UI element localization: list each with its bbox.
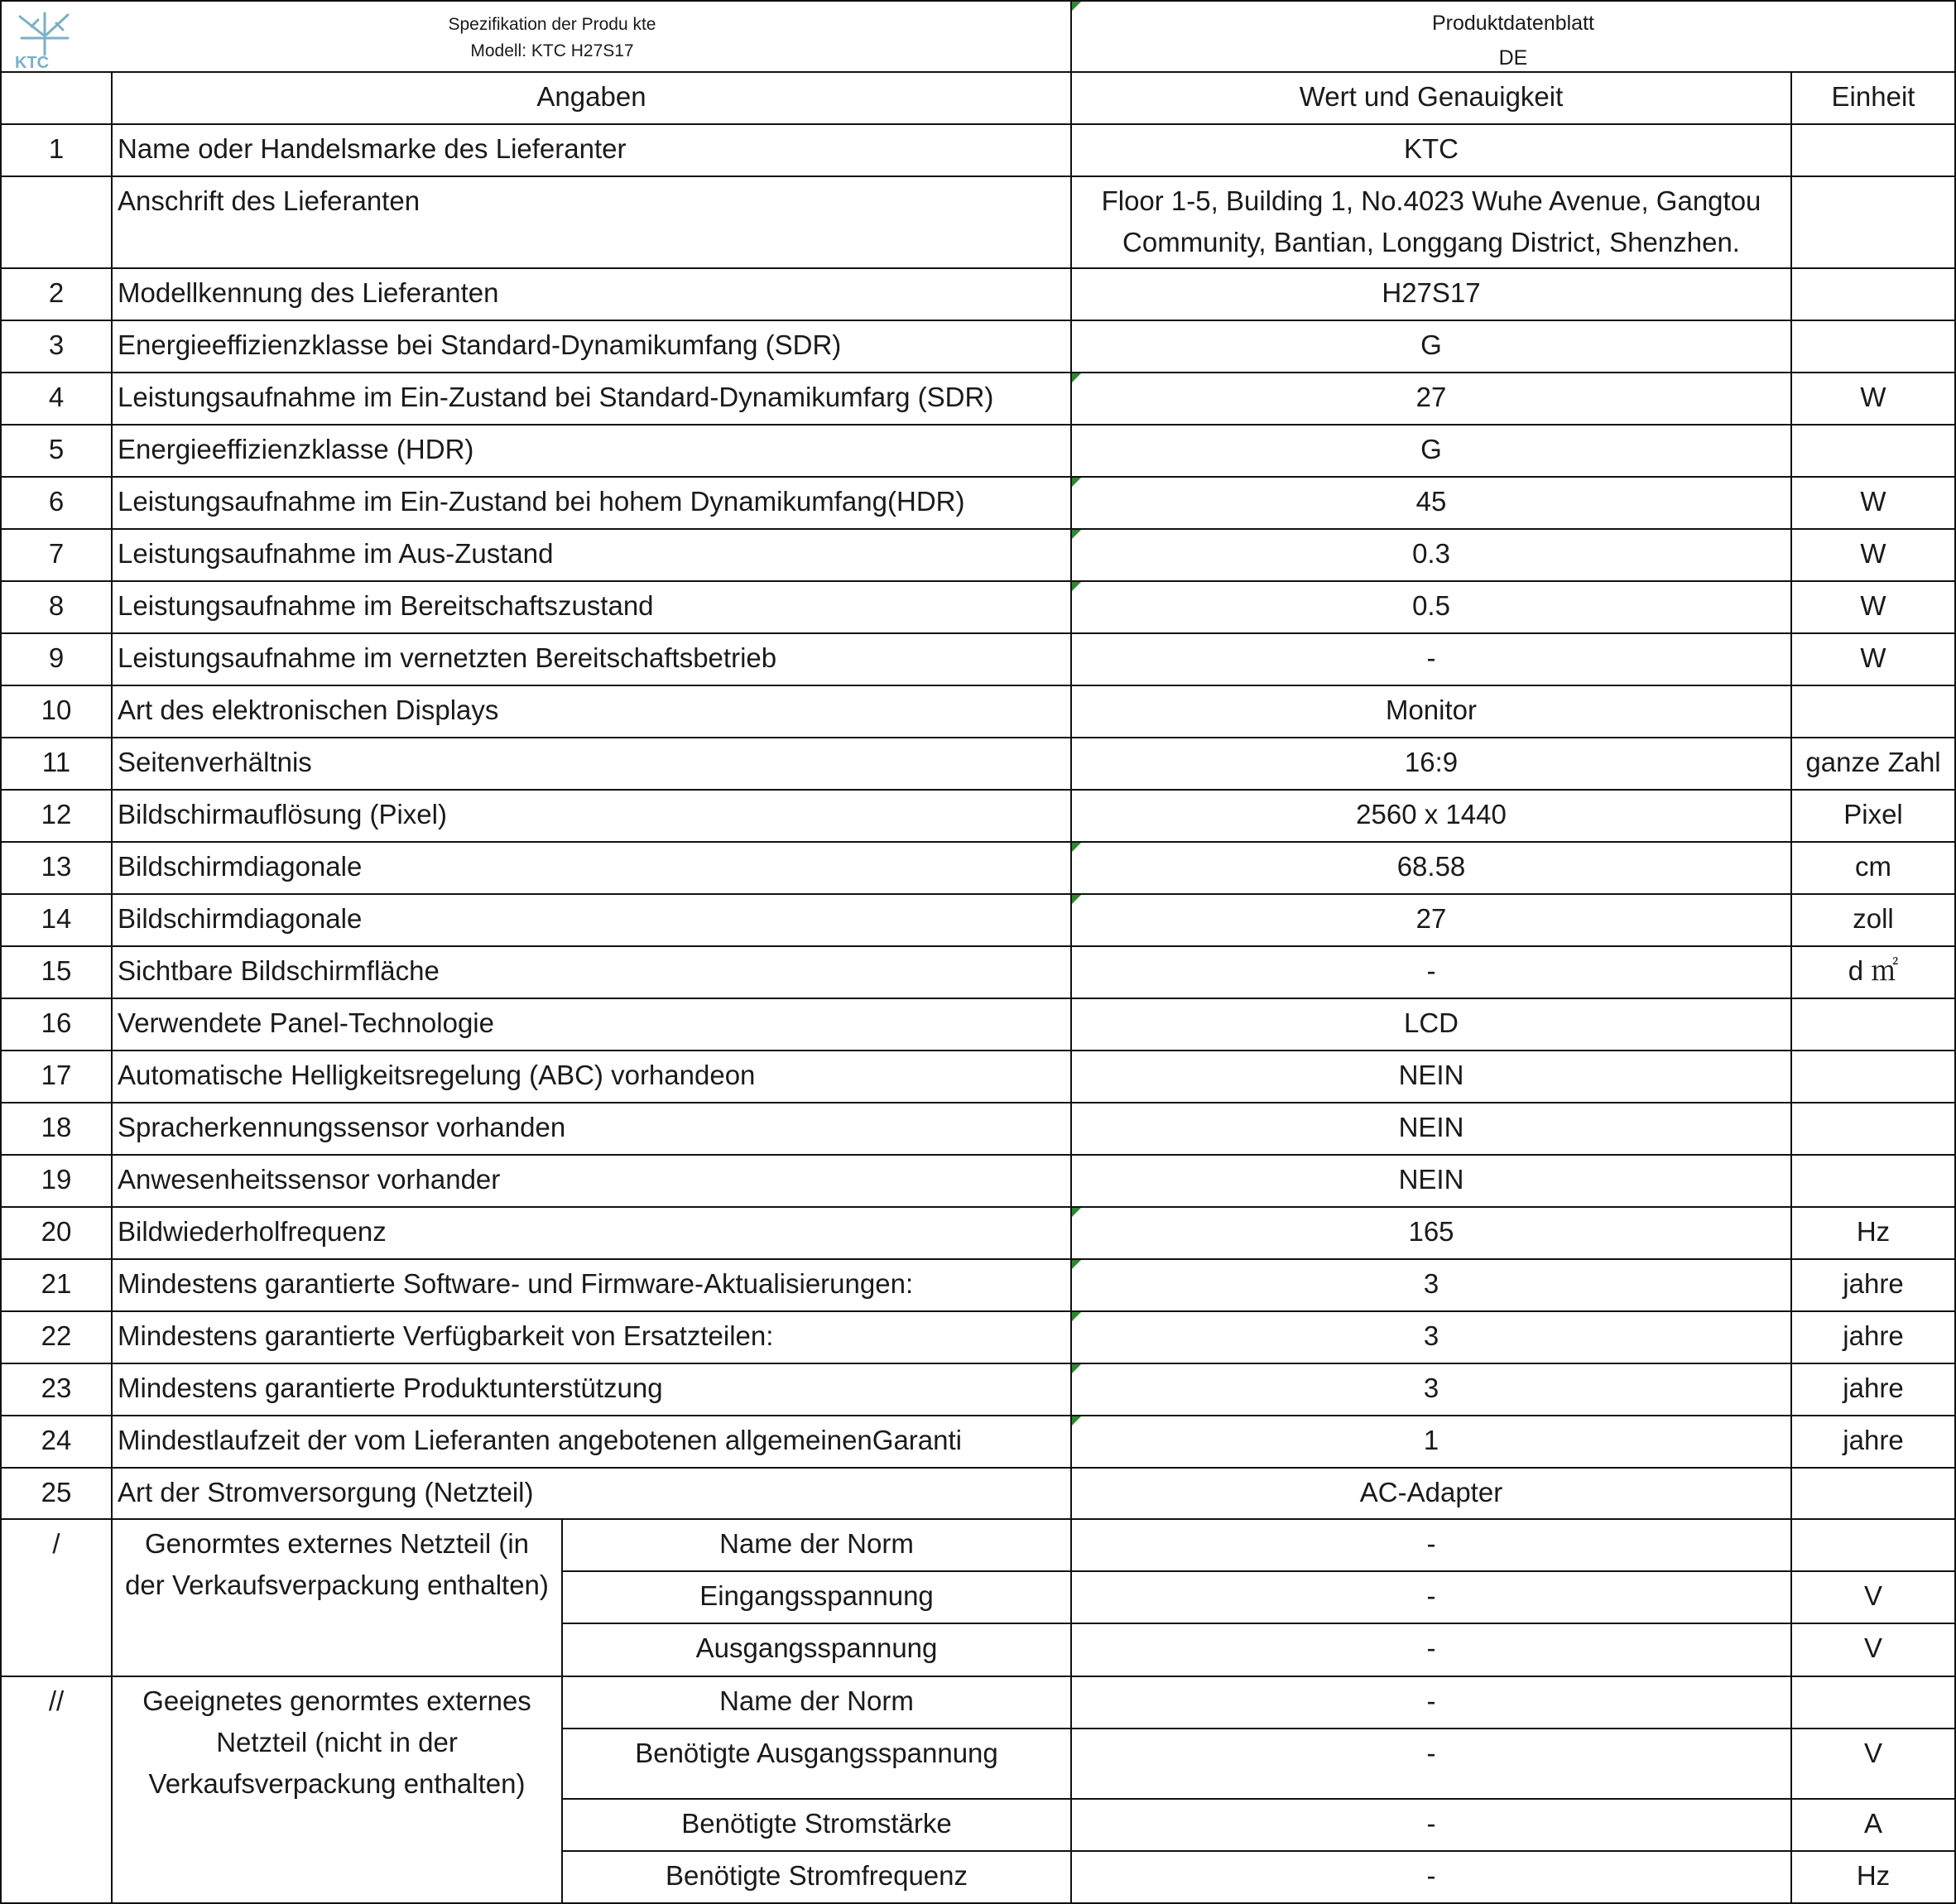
row-unit: jahre: [1843, 1268, 1904, 1299]
model-line: Modell: KTC H27S17: [470, 41, 634, 60]
row-value-cell: [1072, 634, 1792, 686]
row-unit-cell: [1792, 582, 1956, 634]
row-unit-cell: [1792, 947, 1956, 999]
sheet-title: Produktdatenblatt: [1432, 12, 1594, 35]
row-number: 24: [41, 1425, 72, 1455]
sub-label: Name der Norm: [719, 1528, 914, 1559]
col-wert-header: [1072, 73, 1792, 125]
sub-value: -: [1426, 1685, 1436, 1716]
sub-unit: A: [1863, 1808, 1882, 1839]
row-number-cell: [0, 1312, 113, 1364]
row-label: Mindestens garantierte Produktunterstützung: [118, 1373, 663, 1403]
sub-value: -: [1426, 1808, 1436, 1839]
row-number-cell: [0, 686, 113, 738]
sub-label: Eingangsspannung: [699, 1580, 934, 1611]
row-value-cell: [1072, 582, 1792, 634]
row-value-cell: [1072, 1364, 1792, 1416]
row-value: -: [1426, 955, 1436, 986]
row-number: 18: [41, 1112, 72, 1142]
row-number-cell: [0, 125, 113, 177]
row-label-cell: [113, 947, 1072, 999]
row-label-cell: [113, 1312, 1072, 1364]
row-unit: Pixel: [1843, 799, 1903, 829]
row-value: G: [1420, 329, 1442, 360]
row-value-cell: [1072, 686, 1792, 738]
sub-label: Name der Norm: [719, 1685, 914, 1716]
row-number-cell: [0, 582, 113, 634]
row-label-cell: [113, 426, 1072, 478]
sub-unit: V: [1863, 1738, 1882, 1768]
row-label: Leistungsaufnahme im Aus-Zustand: [118, 538, 554, 569]
row-number: 19: [41, 1164, 72, 1195]
row-label-cell: [113, 478, 1072, 530]
row-label: Mindestens garantierte Verfügbarkeit von Ersatzteilen:: [118, 1320, 774, 1351]
row-number: 11: [41, 747, 71, 777]
sub-value: -: [1426, 1738, 1436, 1768]
sub-unit-cell: [1792, 1520, 1956, 1572]
sub-label: Benötigte Stromfrequenz: [665, 1860, 968, 1891]
row-number-cell: [0, 895, 113, 947]
row-value: 3: [1423, 1268, 1439, 1299]
row-label-cell: [113, 1260, 1072, 1312]
einheit-label: Einheit: [1831, 81, 1915, 112]
sub-value: -: [1426, 1528, 1436, 1559]
row-number-cell: [0, 1416, 113, 1469]
row-unit-cell: [1792, 791, 1956, 843]
row-number-cell: [0, 947, 113, 999]
row-value-cell: [1072, 269, 1792, 321]
col-angaben-header: [113, 73, 1072, 125]
row-number-cell: [0, 791, 113, 843]
sub-label: Ausgangsspannung: [695, 1632, 938, 1663]
sub-value-cell: [1072, 1800, 1792, 1852]
row-unit-cell: [1792, 1208, 1956, 1260]
row-unit: W: [1860, 486, 1886, 517]
row-number-cell: [0, 530, 113, 582]
sub-label-cell: [563, 1852, 1072, 1904]
logo-text: KTC: [15, 54, 50, 70]
row-value-cell: [1072, 895, 1792, 947]
row-value-cell: [1072, 177, 1792, 269]
row-label-cell: [113, 1364, 1072, 1416]
row-number-cell: [0, 1364, 113, 1416]
row-value: H27S17: [1382, 277, 1481, 308]
row-unit-cell: [1792, 530, 1956, 582]
sub-unit-cell: [1792, 1800, 1956, 1852]
row-unit: W: [1860, 590, 1886, 621]
row-number: 12: [41, 799, 72, 829]
row-number: 10: [41, 695, 72, 725]
row-number: 7: [48, 538, 65, 569]
sub-value: -: [1426, 1580, 1436, 1611]
row-label: Energieeffizienzklasse bei Standard-Dynamikumfang (SDR): [118, 329, 842, 360]
row-value-cell: [1072, 843, 1792, 895]
row-label-cell: [113, 321, 1072, 373]
row-label-cell: [113, 1469, 1072, 1520]
row-number-cell: [0, 1260, 113, 1312]
row-label: Bildwiederholfrequenz: [118, 1216, 387, 1247]
row-number-cell: [0, 1156, 113, 1208]
row-label-cell: [113, 999, 1072, 1051]
sub-label-cell: [563, 1520, 1072, 1572]
row-number: 13: [41, 851, 72, 882]
sub-label: Benötigte Ausgangsspannung: [635, 1738, 998, 1768]
wert-label: Wert und Genauigkeit: [1299, 81, 1564, 112]
row-label: Automatische Helligkeitsregelung (ABC) vorhandeon: [118, 1060, 756, 1090]
row-number-cell: [0, 269, 113, 321]
group1-number: [0, 1520, 113, 1677]
row-unit: jahre: [1843, 1373, 1904, 1403]
row-label: Leistungsaufnahme im Bereitschaftszustand: [118, 590, 654, 621]
sub-label: Benötigte Stromstärke: [681, 1808, 952, 1839]
row-value: 3: [1423, 1373, 1439, 1403]
row-number: 1: [48, 133, 65, 164]
row-label: Verwendete Panel-Technologie: [118, 1007, 494, 1038]
row-value: 2560 x 1440: [1356, 799, 1507, 829]
language-code: DE: [1498, 46, 1528, 70]
row-number-cell: [0, 177, 113, 269]
row-number-cell: [0, 1051, 113, 1103]
row-number: 21: [41, 1268, 72, 1299]
row-label: Energieeffizienzklasse (HDR): [118, 434, 474, 464]
row-unit-cell: [1792, 738, 1956, 791]
row-number: 20: [41, 1216, 72, 1247]
row-unit-cell: [1792, 1312, 1956, 1364]
row-number-cell: [0, 478, 113, 530]
angaben-label: Angaben: [536, 81, 646, 112]
row-label: Art der Stromversorgung (Netzteil): [118, 1477, 534, 1507]
row-value: 27: [1415, 903, 1447, 934]
sub-value-cell: [1072, 1852, 1792, 1904]
sub-unit-cell: [1792, 1729, 1956, 1800]
row-label: Modellkennung des Lieferanten: [118, 277, 499, 308]
row-value: 165: [1408, 1216, 1454, 1247]
row-unit-cell: [1792, 999, 1956, 1051]
row-value-cell: [1072, 1416, 1792, 1469]
row-value: -: [1426, 642, 1436, 673]
sub-unit: Hz: [1856, 1860, 1891, 1891]
row-value-cell: [1072, 478, 1792, 530]
group1-label-text: Genormtes externes Netzteil (in der Verkaufsverpackung enthalten): [125, 1528, 549, 1600]
row-number-cell: [0, 634, 113, 686]
sub-label-cell: [563, 1800, 1072, 1852]
row-label: Leistungsaufnahme im vernetzten Bereitschaftsbetrieb: [118, 642, 777, 673]
row-label: Anwesenheitssensor vorhander: [118, 1164, 501, 1195]
row-value: G: [1420, 434, 1442, 464]
row-value: AC-Adapter: [1359, 1477, 1503, 1507]
row-label: Spracherkennungssensor vorhanden: [118, 1112, 566, 1142]
row-label: Anschrift des Lieferanten: [118, 185, 421, 216]
sub-value-cell: [1072, 1624, 1792, 1677]
row-unit-cell: [1792, 1469, 1956, 1520]
row-label-cell: [113, 582, 1072, 634]
row-unit-cell: [1792, 125, 1956, 177]
row-value-cell: [1072, 426, 1792, 478]
row-unit-cell: [1792, 686, 1956, 738]
row-label-cell: [113, 895, 1072, 947]
row-number-cell: [0, 1208, 113, 1260]
row-unit-cell: [1792, 373, 1956, 426]
row-label: Seitenverhältnis: [118, 747, 312, 777]
row-value-cell: [1072, 1051, 1792, 1103]
row-unit: jahre: [1843, 1425, 1904, 1455]
row-unit-cell: [1792, 1103, 1956, 1156]
sub-label-cell: [563, 1729, 1072, 1800]
row-number-cell: [0, 1469, 113, 1520]
group2-number: [0, 1677, 113, 1904]
row-unit-cell: [1792, 895, 1956, 947]
row-unit: cm: [1855, 851, 1891, 882]
sub-unit-cell: [1792, 1852, 1956, 1904]
row-value: 45: [1415, 486, 1447, 517]
group2-number-text: //: [48, 1685, 65, 1716]
row-number-cell: [0, 373, 113, 426]
row-value-cell: [1072, 1208, 1792, 1260]
row-label-cell: [113, 177, 1072, 269]
row-value-cell: [1072, 791, 1792, 843]
row-unit-cell: [1792, 321, 1956, 373]
row-value-cell: [1072, 530, 1792, 582]
row-number: 14: [41, 903, 72, 934]
row-label-cell: [113, 530, 1072, 582]
row-number: 15: [41, 955, 72, 986]
row-number: 16: [41, 1007, 72, 1038]
row-label-cell: [113, 1156, 1072, 1208]
row-value: LCD: [1403, 1007, 1459, 1038]
row-label-cell: [113, 634, 1072, 686]
row-unit-cell: [1792, 1260, 1956, 1312]
row-value: 16:9: [1404, 747, 1459, 777]
row-label: Sichtbare Bildschirmfläche: [118, 955, 440, 986]
row-number-cell: [0, 426, 113, 478]
row-label: Name oder Handelsmarke des Lieferanter: [118, 133, 627, 164]
row-value: NEIN: [1398, 1164, 1464, 1195]
row-unit-cell: [1792, 1364, 1956, 1416]
row-value-cell: [1072, 738, 1792, 791]
row-value: 27: [1415, 382, 1447, 412]
sub-label-cell: [563, 1572, 1072, 1624]
sub-unit-cell: [1792, 1572, 1956, 1624]
row-value-cell: [1072, 373, 1792, 426]
row-unit: jahre: [1843, 1320, 1904, 1351]
row-label: Leistungsaufnahme im Ein-Zustand bei Standard-Dynamikumfarg (SDR): [118, 382, 994, 412]
row-unit-cell: [1792, 269, 1956, 321]
row-number: 22: [41, 1320, 72, 1351]
sub-value-cell: [1072, 1572, 1792, 1624]
sub-label-cell: [563, 1624, 1072, 1677]
row-unit-cell: [1792, 843, 1956, 895]
row-number-cell: [0, 999, 113, 1051]
row-number: 9: [48, 642, 65, 673]
row-number: 8: [48, 590, 65, 621]
group1-number-text: /: [52, 1528, 60, 1559]
row-unit: ganze Zahl: [1805, 747, 1941, 777]
row-label-cell: [113, 269, 1072, 321]
sub-label-cell: [563, 1677, 1072, 1729]
row-label-cell: [113, 843, 1072, 895]
row-unit-cell: [1792, 478, 1956, 530]
row-value-cell: [1072, 321, 1792, 373]
row-label-cell: [113, 1103, 1072, 1156]
sub-unit: V: [1863, 1632, 1882, 1663]
row-label: Mindestlaufzeit der vom Lieferanten angebotenen allgemeinenGaranti: [118, 1425, 962, 1455]
row-number-cell: [0, 321, 113, 373]
row-label: Leistungsaufnahme im Ein-Zustand bei hohem Dynamikumfang(HDR): [118, 486, 965, 517]
spec-title: Spezifikation der Produ kte: [448, 15, 656, 34]
row-value: 0.3: [1412, 538, 1450, 569]
row-label: Bildschirmdiagonale: [118, 851, 363, 882]
row-number-cell: [0, 843, 113, 895]
row-number-cell: [0, 738, 113, 791]
col-einheit-header: [1792, 73, 1956, 125]
row-number: 17: [41, 1060, 72, 1090]
row-unit: W: [1860, 538, 1886, 569]
row-unit: W: [1860, 642, 1886, 673]
row-value-cell: [1072, 1312, 1792, 1364]
row-label-cell: [113, 373, 1072, 426]
row-label: Art des elektronischen Displays: [118, 695, 499, 725]
row-value-cell: [1072, 1469, 1792, 1520]
row-unit-cell: [1792, 1156, 1956, 1208]
row-value-cell: [1072, 947, 1792, 999]
row-number-cell: [0, 1103, 113, 1156]
row-number: 25: [41, 1477, 72, 1507]
row-value-cell: [1072, 1103, 1792, 1156]
row-unit: Hz: [1856, 1216, 1891, 1247]
row-value: 1: [1423, 1425, 1439, 1455]
row-number: 2: [48, 277, 65, 308]
row-value: Floor 1-5, Building 1, No.4023 Wuhe Avenue, Gangtou Community, Bantian, Longgang District, Shenzhen.: [1101, 185, 1761, 257]
row-unit-cell: [1792, 634, 1956, 686]
row-value: 3: [1423, 1320, 1439, 1351]
header-spec-cell: [0, 0, 1072, 73]
row-value: NEIN: [1398, 1060, 1464, 1090]
row-unit: zoll: [1853, 903, 1894, 934]
row-label-cell: [113, 738, 1072, 791]
sub-value: -: [1426, 1860, 1436, 1891]
group1-label: [113, 1520, 563, 1677]
row-label: Bildschirmdiagonale: [118, 903, 363, 934]
row-label-cell: [113, 1208, 1072, 1260]
col-number-header: [0, 73, 113, 125]
row-label-cell: [113, 791, 1072, 843]
row-label-cell: [113, 1416, 1072, 1469]
group2-label-text: Geeignetes genormtes externes Netzteil (nicht in der Verkaufsverpackung enthalten): [142, 1685, 531, 1799]
sub-unit: V: [1863, 1580, 1882, 1611]
row-value: Monitor: [1385, 695, 1478, 725]
row-number: 6: [48, 486, 65, 517]
row-label-cell: [113, 125, 1072, 177]
row-number: 23: [41, 1373, 72, 1403]
sub-unit-cell: [1792, 1677, 1956, 1729]
sub-value-cell: [1072, 1677, 1792, 1729]
row-label: Bildschirmauflösung (Pixel): [118, 799, 447, 829]
row-value-cell: [1072, 999, 1792, 1051]
row-value: 68.58: [1396, 851, 1466, 882]
row-value-cell: [1072, 1156, 1792, 1208]
row-label-cell: [113, 1051, 1072, 1103]
row-unit-cell: [1792, 1051, 1956, 1103]
row-unit-cell: [1792, 177, 1956, 269]
row-number: 4: [48, 382, 65, 412]
group2-label: [113, 1677, 563, 1904]
sub-value-cell: [1072, 1729, 1792, 1800]
sub-unit-cell: [1792, 1624, 1956, 1677]
row-number: 3: [48, 329, 65, 360]
row-value-cell: [1072, 125, 1792, 177]
row-value-cell: [1072, 1260, 1792, 1312]
row-unit-cell: [1792, 426, 1956, 478]
sub-value-cell: [1072, 1520, 1792, 1572]
row-label-cell: [113, 686, 1072, 738]
row-value: KTC: [1404, 133, 1459, 164]
header-sheet-cell: [1072, 0, 1956, 73]
row-value: NEIN: [1398, 1112, 1464, 1142]
row-label: Mindestens garantierte Software- und Firmware-Aktualisierungen:: [118, 1268, 914, 1299]
row-value: 0.5: [1412, 590, 1450, 621]
row-number: 5: [48, 434, 65, 464]
row-unit: W: [1860, 382, 1886, 412]
sub-value: -: [1426, 1632, 1436, 1663]
row-unit-cell: [1792, 1416, 1956, 1469]
row-unit: d ㎡: [1848, 955, 1899, 986]
